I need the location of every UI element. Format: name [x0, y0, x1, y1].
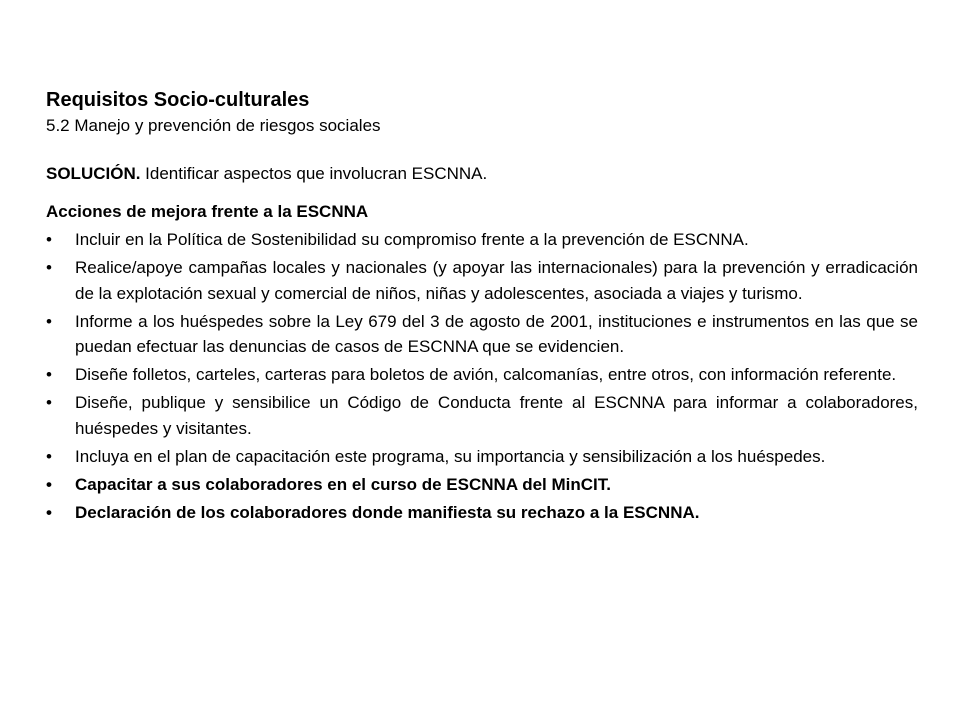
action-item: • Incluya en el plan de capacitación este programa, su importancia y sensibilización a los huéspedes. [46, 444, 918, 470]
solution-text: Identificar aspectos que involucran ESCNNA. [140, 164, 488, 183]
slide-content [46, 86, 918, 528]
solution-line [46, 162, 918, 186]
actions-list [46, 227, 918, 525]
action-item: • Informe a los huéspedes sobre la Ley 679 del 3 de agosto de 2001, instituciones e instrumentos en las que se puedan efectuar las denuncias de casos de ESCNNA que se evidencien. [46, 309, 918, 360]
action-item: • Diseñe folletos, carteles, carteras para boletos de avión, calcomanías, entre otros, con información referente. [46, 362, 918, 388]
action-item: • Diseñe, publique y sensibilice un Código de Conducta frente al ESCNNA para informar a colaboradores, huéspedes y visitantes. [46, 390, 918, 441]
solution-label: SOLUCIÓN. [46, 164, 141, 183]
document-subtitle: 5.2 Manejo y prevención de riesgos sociales [46, 116, 381, 135]
document-title: Requisitos Socio-culturales [46, 89, 310, 111]
action-item: • Capacitar a sus colaboradores en el curso de ESCNNA del MinCIT. [46, 472, 918, 498]
action-item: • Declaración de los colaboradores donde manifiesta su rechazo a la ESCNNA. [46, 500, 918, 526]
action-item: • Realice/apoye campañas locales y nacionales (y apoyar las internacionales) para la prevención y erradicación de la explotación sexual y comercial de niños, niñas y adolescentes, asociada a viajes y turismo. [46, 255, 918, 306]
actions-heading: Acciones de mejora frente a la ESCNNA [46, 202, 369, 221]
action-item: • Incluir en la Política de Sostenibilidad su compromiso frente a la prevención de ESCNNA. [46, 227, 918, 253]
